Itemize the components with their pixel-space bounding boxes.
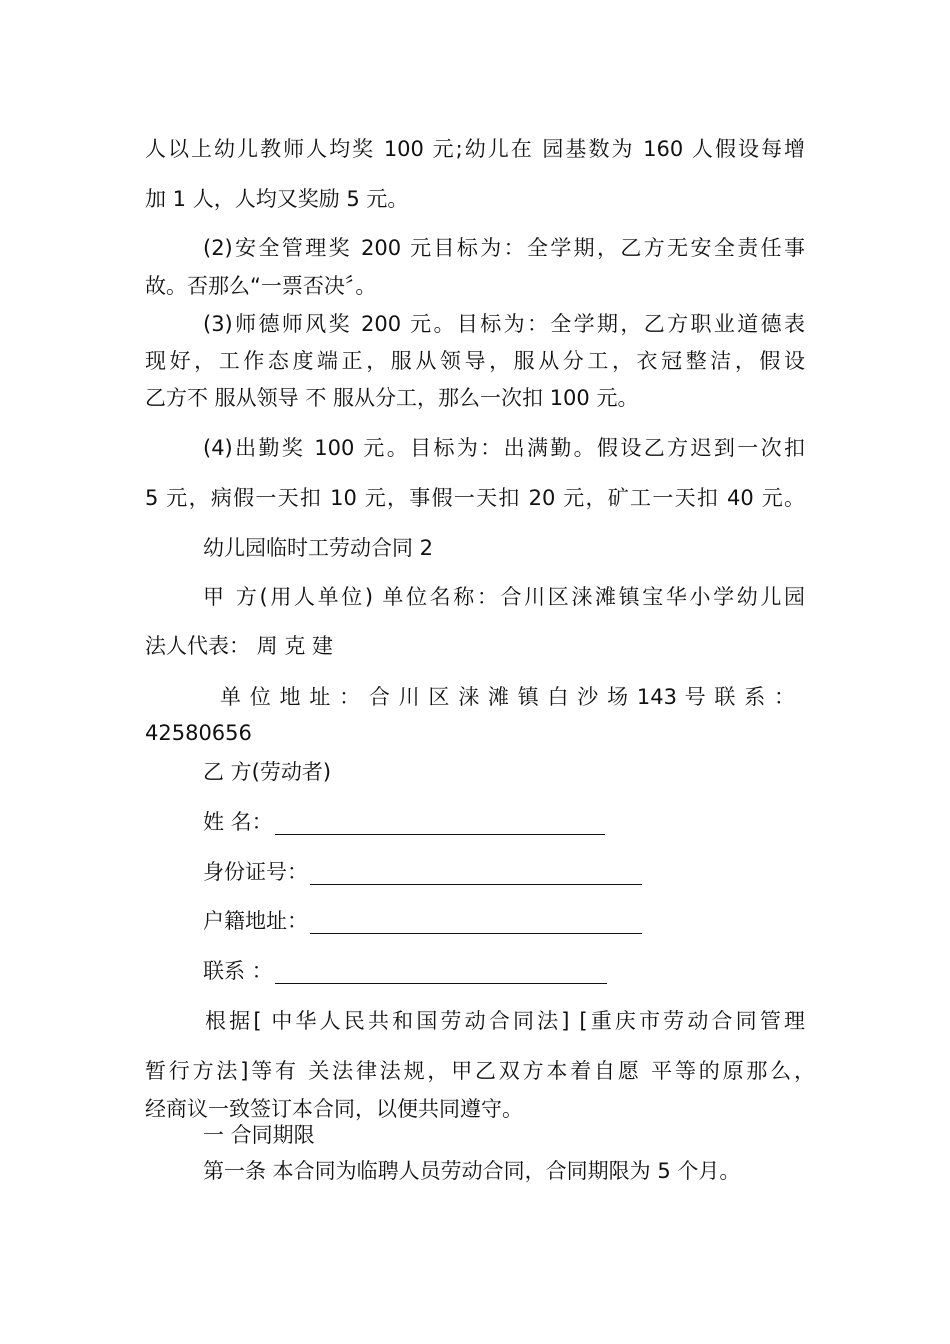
text-line: (3)师德师风奖 200 元。目标为：全学期，乙方职业道德表	[203, 312, 805, 336]
section-heading: 幼儿园临时工劳动合同 2	[203, 536, 434, 560]
section-heading: 一 合同期限	[203, 1123, 315, 1147]
text-line: 人以上幼儿教师人均奖 100 元;幼儿在 园基数为 160 人假设每增	[145, 137, 805, 161]
id-number-blank	[310, 864, 642, 885]
name-field-row	[203, 809, 605, 835]
text-line: 5 元，病假一天扣 10 元，事假一天扣 20 元，矿工一天扣 40 元。	[145, 486, 805, 510]
text-line: 甲 方(用人单位) 单位名称：合川区涞滩镇宝华小学幼儿园	[203, 585, 805, 609]
contact-field-row	[203, 958, 607, 984]
household-address-blank	[310, 913, 642, 934]
id-number-label: 身份证号：	[203, 860, 308, 884]
text-line: 暂行方法]等有 关法律法规，甲乙双方本着自愿 平等的原那么，	[145, 1059, 815, 1083]
id-number-field-row	[203, 859, 642, 885]
text-line: 现好，工作态度端正，服从领导，服从分工，衣冠整洁，假设	[145, 349, 805, 373]
text-line: (4)出勤奖 100 元。目标为：出满勤。假设乙方迟到一次扣	[203, 436, 805, 460]
contact-label: 联系 ：	[203, 959, 273, 983]
text-line: (2)安全管理奖 200 元目标为：全学期，乙方无安全责任事	[203, 236, 805, 260]
text-line: 乙方不 服从领导 不 服从分工，那么一次扣 100 元。	[145, 386, 639, 410]
household-address-label: 户籍地址：	[203, 909, 308, 933]
text-line: 经商议一致签订本合同，以便共同遵守。	[145, 1097, 523, 1121]
household-address-field-row	[203, 908, 642, 934]
name-label: 姓 名：	[203, 810, 273, 834]
text-line: 故。否那么“一票否决〞。	[145, 274, 377, 298]
text-line: 根据[ 中华人民共和国劳动合同法] [重庆市劳动合同管理	[205, 1009, 805, 1033]
text-line: 法人代表： 周 克 建	[145, 634, 334, 658]
name-blank	[275, 814, 605, 835]
text-line: 42580656	[145, 721, 252, 745]
contact-blank	[275, 963, 607, 984]
text-line: 第一条 本合同为临聘人员劳动合同，合同期限为 5 个月。	[203, 1159, 741, 1183]
text-line: 乙 方(劳动者)	[203, 760, 332, 784]
text-line: 加 1 人，人均又奖励 5 元。	[145, 187, 409, 211]
text-line: 单 位 地 址 ： 合 川 区 涞 滩 镇 白 沙 场 143 号 联 系 ：	[220, 685, 795, 709]
